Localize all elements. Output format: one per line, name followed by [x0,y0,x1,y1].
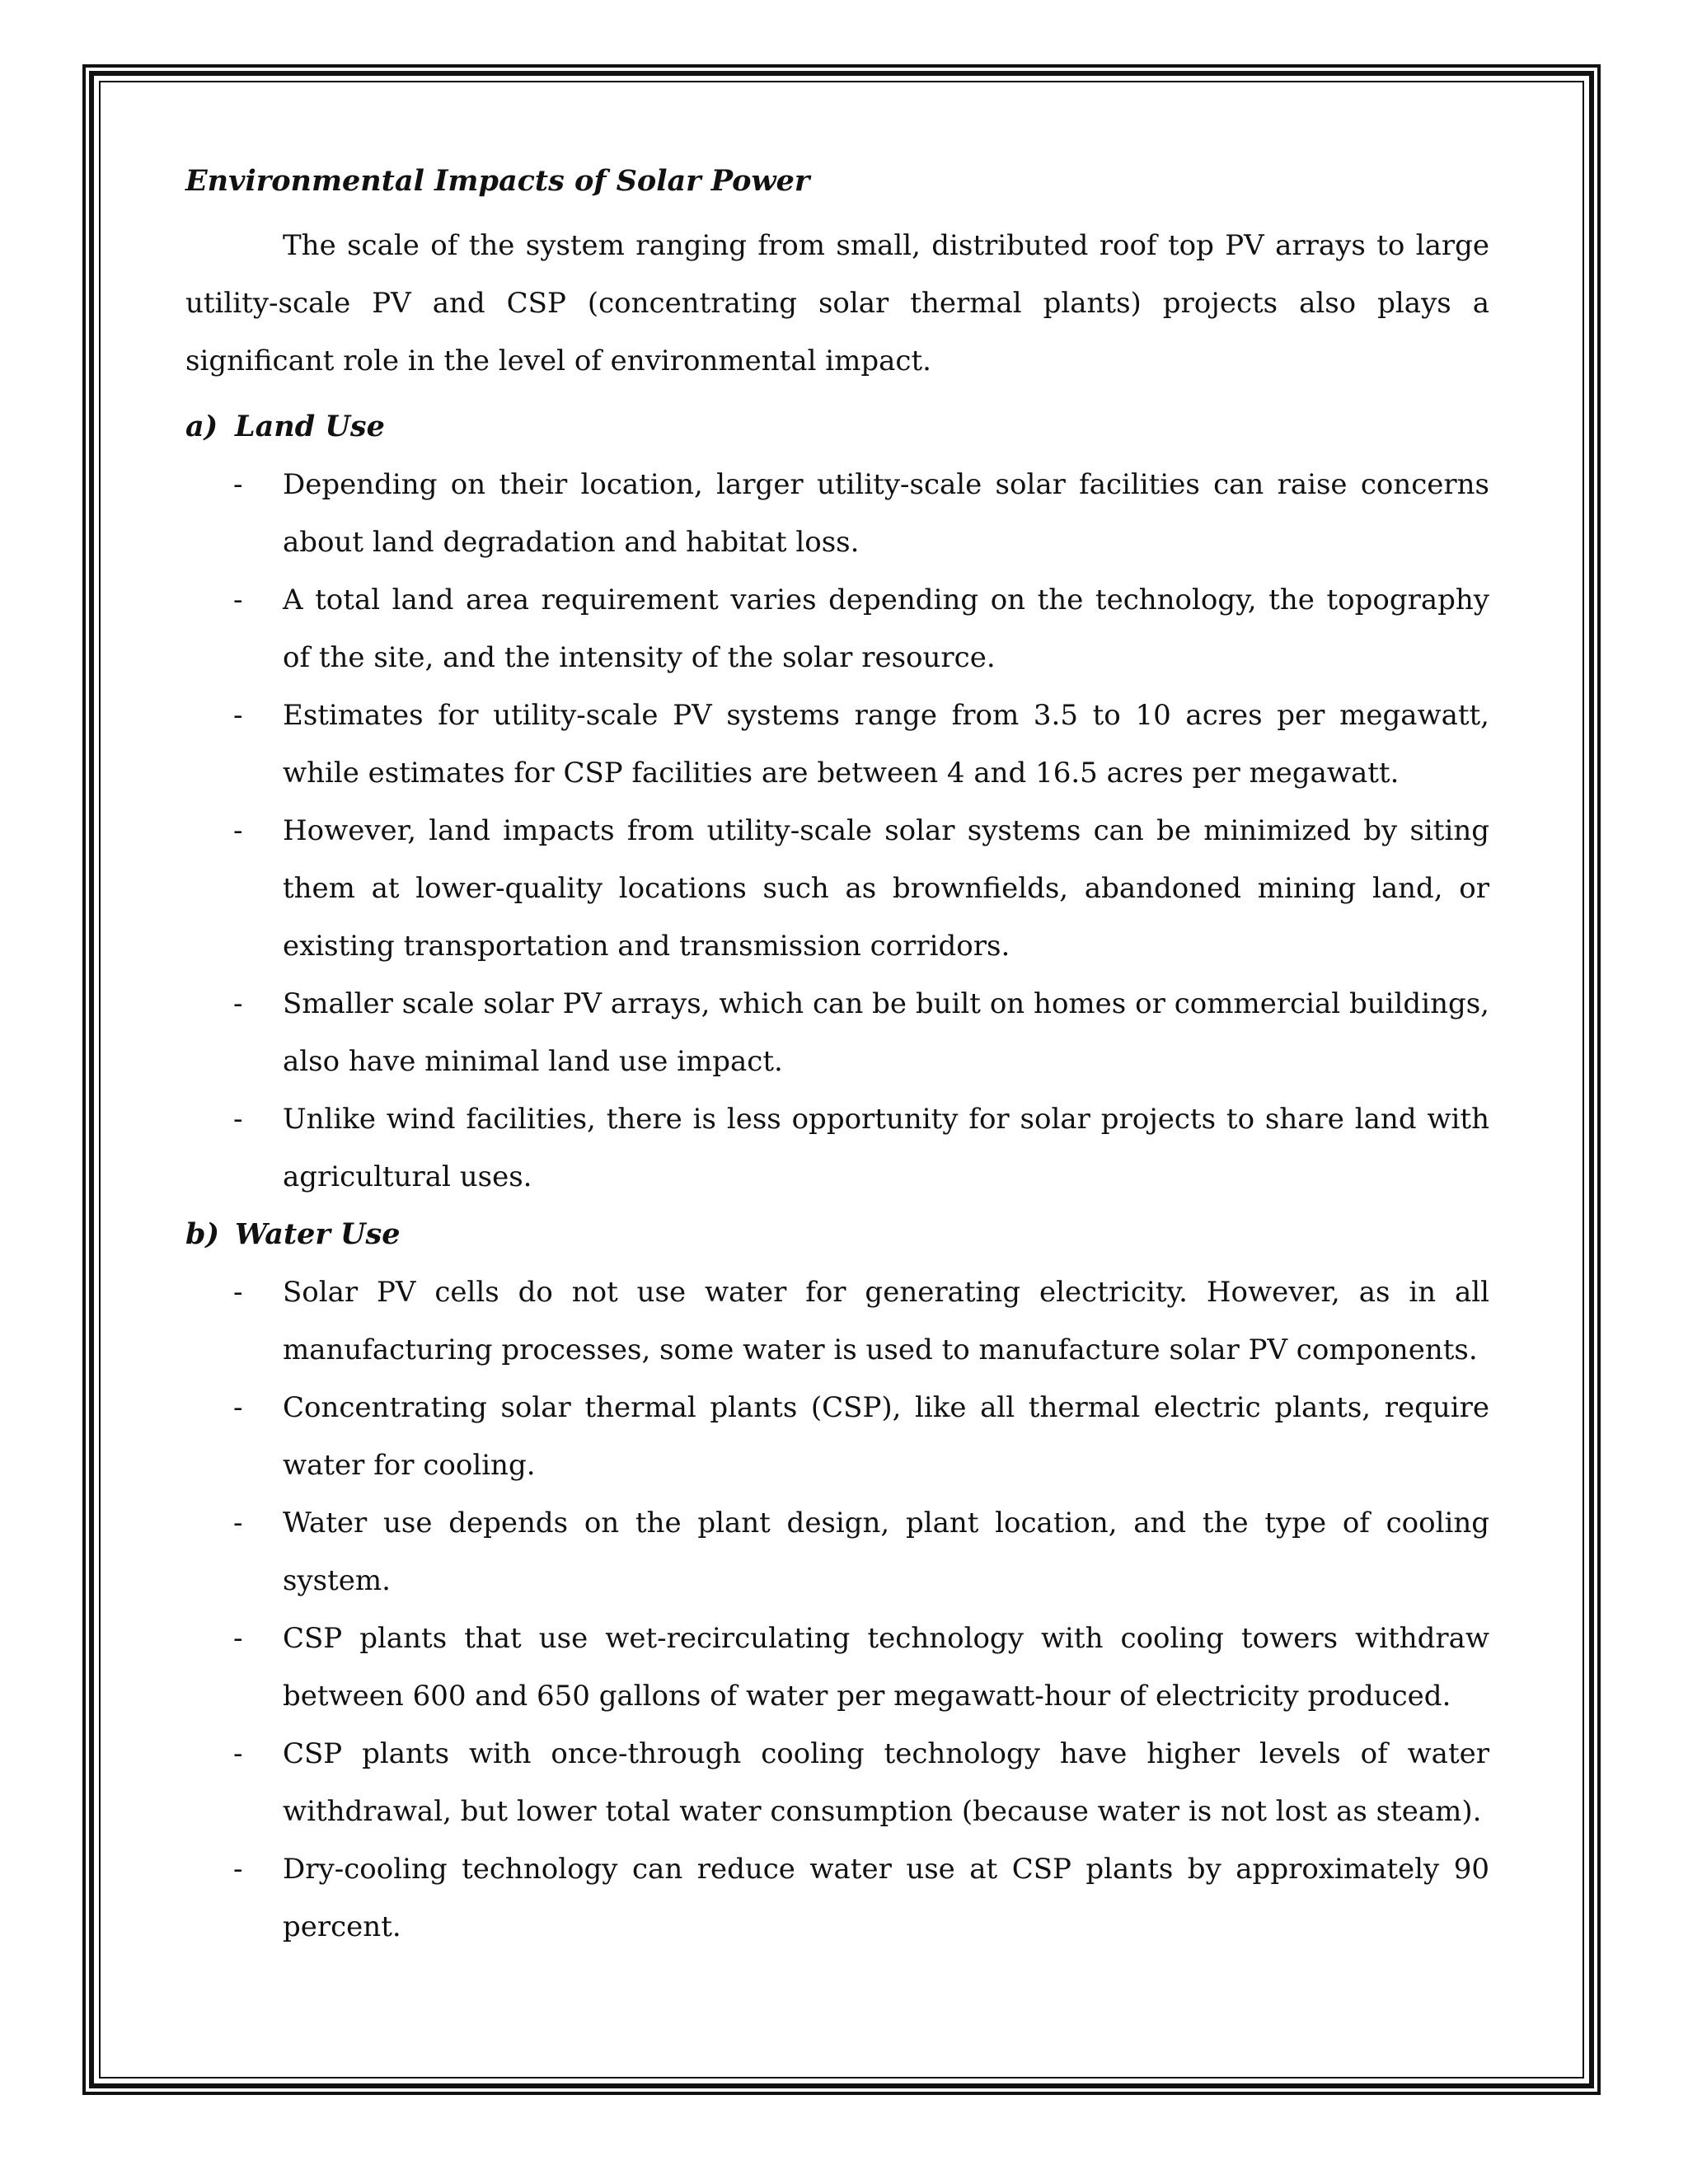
bullet-list [185,1263,1489,1956]
list-item [185,1263,1489,1379]
bullet-dash: - [233,1853,243,1886]
list-item [185,1090,1489,1206]
section-heading-text: Water Use [235,1217,401,1251]
list-item [185,802,1489,975]
bullet-text: Dry-cooling technology can reduce water use at CSP plants by approximately 90 percent. [283,1853,1489,1943]
bullet-dash: - [233,987,243,1020]
list-item [185,1725,1489,1840]
list-item [185,1379,1489,1494]
list-item [185,571,1489,687]
bullet-list [185,456,1489,1206]
bullet-text: Solar PV cells do not use water for generating electricity. However, as in all manufacturing processes, some water is used to manufacture solar PV components. [283,1276,1489,1366]
bullet-dash: - [233,814,243,847]
bullet-text: Unlike wind facilities, there is less opportunity for solar projects to share land with agricultural uses. [283,1103,1489,1193]
bullet-text: However, land impacts from utility-scale solar systems can be minimized by siting them at lower-quality locations such as brownfields, abandoned mining land, or existing transportation and transmission corridors. [283,814,1489,963]
section-heading [185,1206,1489,1263]
document-body [185,152,1489,1956]
section-water-use [185,1206,1489,1956]
bullet-text: Concentrating solar thermal plants (CSP), like all thermal electric plants, require water for cooling. [283,1391,1489,1482]
bullet-text: A total land area requirement varies depending on the technology, the topography of the site, and the intensity of the solar resource. [283,583,1489,674]
intro-paragraph: The scale of the system ranging from small, distributed roof top PV arrays to large utility-scale PV and CSP (concentrating solar thermal plants) projects also plays a significant role in the level of environmental impact. [185,229,1489,377]
section-marker: a) [185,410,218,443]
bullet-dash: - [233,468,243,501]
list-item [185,975,1489,1090]
bullet-text: CSP plants with once-through cooling technology have higher levels of water withdrawal, but lower total water consumption (because water is not lost as steam). [283,1737,1489,1828]
bullet-dash: - [233,583,243,616]
bullet-dash: - [233,1622,243,1655]
section-marker: b) [185,1217,220,1251]
bullet-dash: - [233,1737,243,1770]
bullet-text: Smaller scale solar PV arrays, which can be built on homes or commercial buildings, also have minimal land use impact. [283,987,1489,1078]
bullet-text: Estimates for utility-scale PV systems range from 3.5 to 10 acres per megawatt, while estimates for CSP facilities are between 4 and 16.5 acres per megawatt. [283,699,1489,790]
section-heading-text: Land Use [235,410,385,443]
section-heading [185,398,1489,456]
bullet-dash: - [233,1507,243,1540]
bullet-dash: - [233,699,243,732]
list-item [185,687,1489,802]
list-item [185,456,1489,571]
list-item [185,1840,1489,1956]
bullet-dash: - [233,1276,243,1309]
list-item [185,1494,1489,1610]
section-land-use [185,398,1489,1206]
bullet-text: CSP plants that use wet-recirculating technology with cooling towers withdraw between 600 and 650 gallons of water per megawatt-hour of electricity produced. [283,1622,1489,1713]
bullet-text: Depending on their location, larger utility-scale solar facilities can raise concerns about land degradation and habitat loss. [283,468,1489,559]
page-title: Environmental Impacts of Solar Power [185,164,810,198]
bullet-dash: - [233,1391,243,1424]
list-item [185,1610,1489,1725]
bullet-dash: - [233,1103,243,1136]
bullet-text: Water use depends on the plant design, plant location, and the type of cooling system. [283,1507,1489,1597]
